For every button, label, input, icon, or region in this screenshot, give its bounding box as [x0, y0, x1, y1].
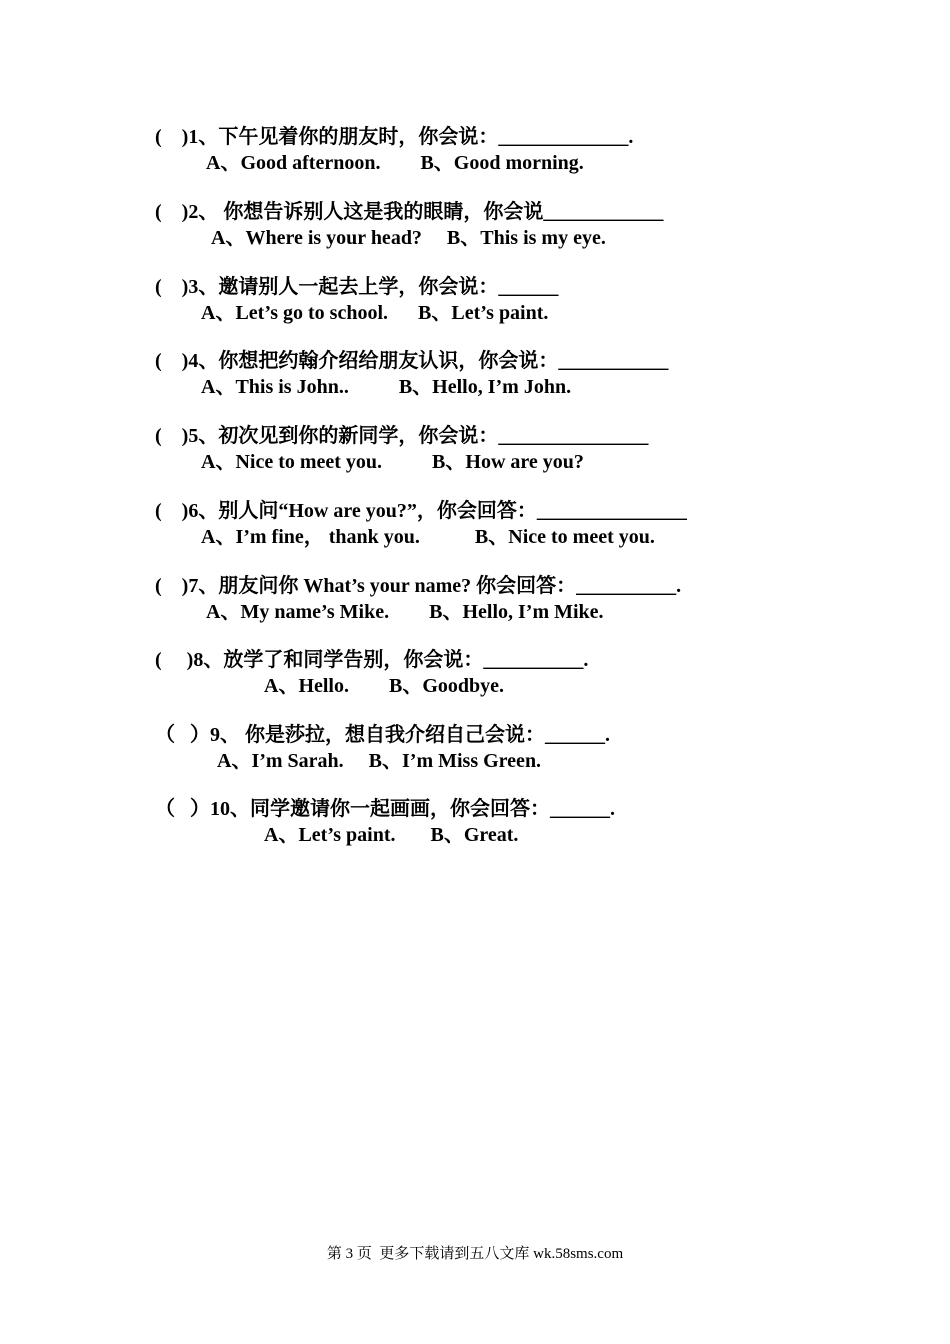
question-options: A、Let’s go to school. B、Let’s paint.: [201, 302, 549, 324]
question-stem: （ ）9、 你是莎拉，想自我介绍自己会说：______.: [155, 724, 610, 746]
question-options: A、Hello. B、Goodbye.: [264, 675, 505, 697]
question-stem: ( )3、邀请别人一起去上学，你会说：______: [155, 276, 559, 298]
question-stem: ( )1、下午见着你的朋友时，你会说：_____________.: [155, 126, 634, 148]
question-stem: ( )4、你想把约翰介绍给朋友认识，你会说：___________: [155, 350, 669, 372]
question-stem: ( )5、初次见到你的新同学，你会说：_______________: [155, 425, 649, 447]
question-stem: ( )7、朋友问你 What’s your name? 你会回答：__________.: [155, 575, 682, 597]
question-options: A、My name’s Mike. B、Hello, I’m Mike.: [206, 601, 604, 623]
question-10: [0, 797, 950, 893]
question-options: A、Let’s paint. B、Great.: [264, 824, 519, 846]
question-options: A、I’m Sarah. B、I’m Miss Green.: [217, 750, 542, 772]
question-options: A、Nice to meet you. B、How are you?: [201, 451, 584, 473]
question-stem: ( )6、别人问“How are you?”，你会回答：_______________: [155, 500, 687, 522]
question-options: A、I’m fine， thank you. B、Nice to meet you.: [201, 526, 655, 548]
question-stem: ( )2、 你想告诉别人这是我的眼睛，你会说____________: [155, 201, 664, 223]
question-options: A、Where is your head? B、This is my eye.: [211, 227, 606, 249]
page-footer: 第 3 页 更多下载请到五八文库 wk.58sms.com: [326, 1246, 624, 1262]
question-stem: （ ）10、同学邀请你一起画画，你会回答：______.: [155, 798, 615, 820]
question-stem: ( )8、放学了和同学告别，你会说：__________.: [155, 649, 589, 671]
question-options: A、This is John.. B、Hello, I’m John.: [201, 376, 572, 398]
question-options: A、Good afternoon. B、Good morning.: [206, 152, 584, 174]
